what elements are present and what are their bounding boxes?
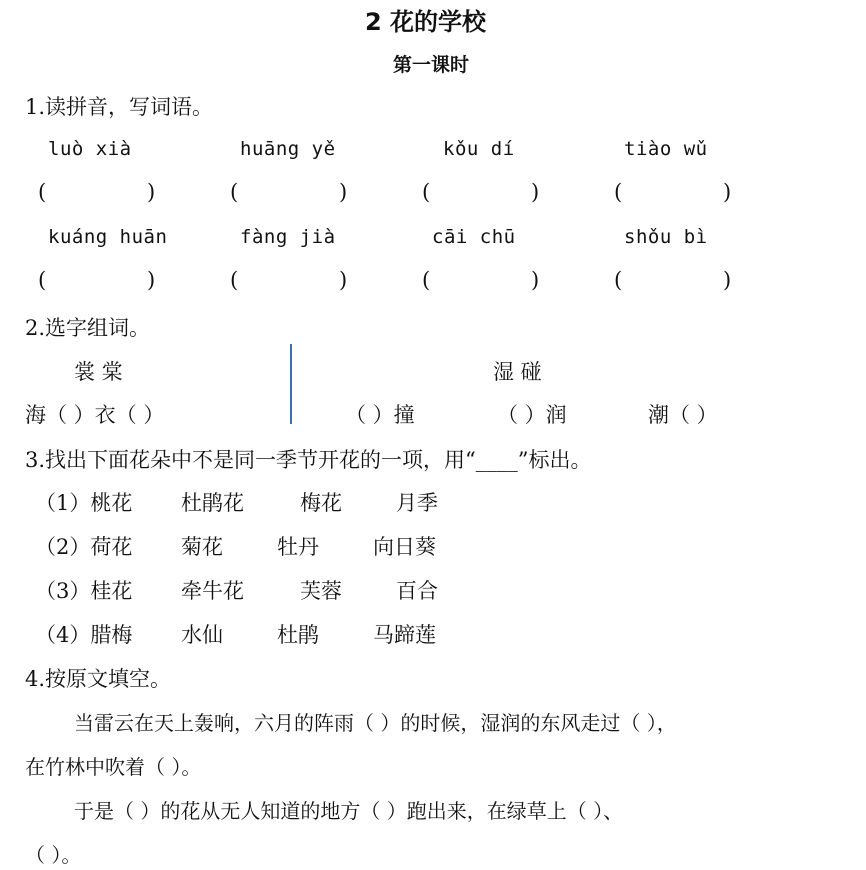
answer-blank-close: ) xyxy=(723,180,732,204)
flower-option: 杜鹃 xyxy=(277,623,319,647)
flower-option: 牡丹 xyxy=(277,535,319,559)
word-blanks-left: 海（ ）衣（ ） xyxy=(25,403,165,427)
answer-blank-close: ) xyxy=(531,268,540,292)
fill-in-line: 当雷云在天上轰响，六月的阵雨（ ）的时候，湿润的东风走过（ ）， xyxy=(74,711,677,735)
pinyin-item: kǒu dí xyxy=(443,138,515,160)
answer-blank-close: ) xyxy=(339,180,348,204)
fill-in-line: （ ）。 xyxy=(25,843,82,867)
flower-option: 梅花 xyxy=(300,491,342,515)
page-title: 2 花的学校 xyxy=(365,8,487,36)
choice-chars-right: 湿 碰 xyxy=(493,360,542,384)
answer-blank-open: ( xyxy=(614,268,623,292)
divider-line xyxy=(290,344,292,424)
word-blank: 潮（ ） xyxy=(648,403,718,427)
question-3-heading: 3.找出下面花朵中不是同一季节开花的一项，用“____”标出。 xyxy=(25,448,592,472)
fill-in-line: 于是（ ）的花从无人知道的地方（ ）跑出来，在绿草上（ ）、 xyxy=(74,799,624,823)
answer-blank-open: ( xyxy=(38,180,47,204)
pinyin-item: shǒu bì xyxy=(624,226,708,248)
answer-blank-close: ) xyxy=(723,268,732,292)
question-4-heading: 4.按原文填空。 xyxy=(25,667,172,691)
pinyin-item: tiào wǔ xyxy=(624,138,708,160)
pinyin-item: kuáng huān xyxy=(48,226,168,248)
answer-blank-open: ( xyxy=(614,180,623,204)
flower-option: （3）桂花 xyxy=(35,579,133,603)
flower-option: 百合 xyxy=(396,579,438,603)
flower-option: 水仙 xyxy=(181,623,223,647)
flower-option: 马蹄莲 xyxy=(373,623,436,647)
pinyin-item: cāi chū xyxy=(432,226,516,248)
flower-option: 芙蓉 xyxy=(300,579,342,603)
pinyin-item: luò xià xyxy=(48,138,132,160)
answer-blank-close: ) xyxy=(147,180,156,204)
flower-option: （1）桃花 xyxy=(35,491,133,515)
answer-blank-close: ) xyxy=(531,180,540,204)
answer-blank-open: ( xyxy=(38,268,47,292)
answer-blank-close: ) xyxy=(147,268,156,292)
word-blank: （ ）润 xyxy=(497,403,567,427)
word-blank: （ ）撞 xyxy=(345,403,415,427)
answer-blank-open: ( xyxy=(230,180,239,204)
pinyin-item: huāng yě xyxy=(240,138,336,160)
page-subtitle: 第一课时 xyxy=(393,54,470,76)
choice-chars-left: 裳 棠 xyxy=(74,360,123,384)
question-1-heading: 1.读拼音，写词语。 xyxy=(25,95,214,119)
flower-option: （2）荷花 xyxy=(35,535,133,559)
answer-blank-open: ( xyxy=(422,268,431,292)
pinyin-item: fàng jià xyxy=(240,226,336,248)
flower-option: 菊花 xyxy=(181,535,223,559)
flower-option: 向日葵 xyxy=(373,535,436,559)
flower-option: （4）腊梅 xyxy=(35,623,133,647)
fill-in-line: 在竹林中吹着（ ）。 xyxy=(25,755,202,779)
answer-blank-open: ( xyxy=(230,268,239,292)
answer-blank-close: ) xyxy=(339,268,348,292)
flower-option: 牵牛花 xyxy=(181,579,244,603)
answer-blank-open: ( xyxy=(422,180,431,204)
question-2-heading: 2.选字组词。 xyxy=(25,316,151,340)
flower-option: 杜鹃花 xyxy=(181,491,244,515)
flower-option: 月季 xyxy=(396,491,438,515)
